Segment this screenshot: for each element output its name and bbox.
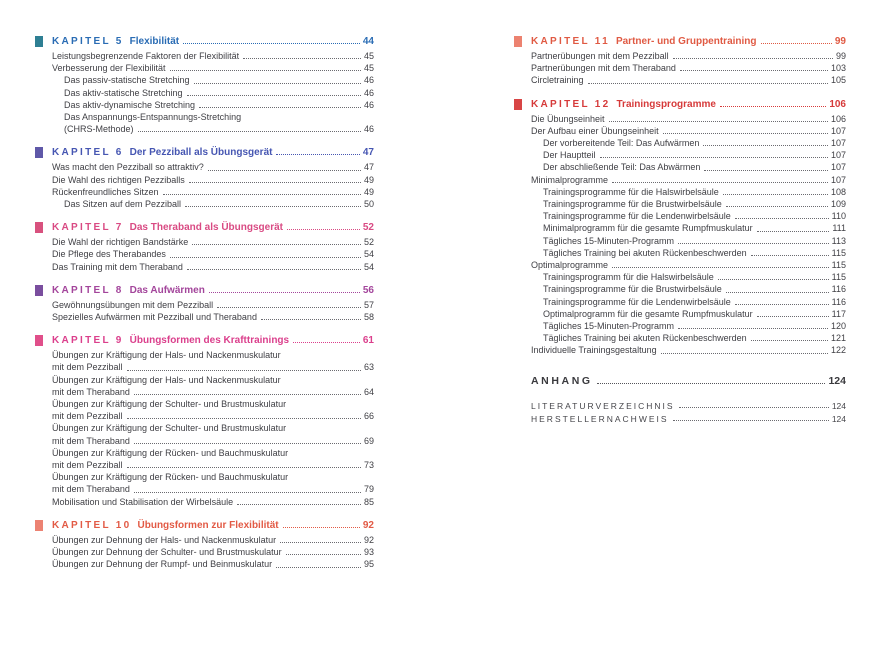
- toc-entry: [514, 186, 846, 198]
- toc-page-number: 47: [363, 162, 374, 173]
- toc-entry-text: Rückenfreundliches Sitzen: [52, 186, 159, 197]
- toc-entry-text: Trainingsprogramme für die Lendenwirbelsäule: [543, 211, 731, 222]
- backmatter-row: [514, 401, 846, 411]
- chapter-title: Das Aufwärmen: [129, 284, 205, 296]
- dot-leader: [276, 154, 359, 155]
- dot-leader: [192, 244, 361, 245]
- chapter-title: Das Theraband als Übungsgerät: [129, 222, 284, 234]
- toc-entry: [514, 320, 846, 332]
- dot-leader: [735, 218, 829, 219]
- chapter-page-number: 106: [829, 98, 846, 110]
- toc-entry: [35, 186, 374, 198]
- toc-page-number: 105: [830, 75, 846, 86]
- chapter-marker-icon: [35, 285, 43, 296]
- toc-entry: [514, 198, 846, 210]
- dot-leader: [679, 407, 829, 408]
- dot-leader: [293, 342, 360, 343]
- toc-entry: [35, 50, 374, 62]
- toc-page-number: 66: [363, 411, 374, 422]
- dot-leader: [183, 43, 360, 44]
- toc-entry: [35, 261, 374, 273]
- backmatter-row: [514, 414, 846, 424]
- toc-entry: [35, 174, 374, 186]
- toc-entry-text: Das aktiv-statische Stretching: [64, 87, 183, 98]
- toc-page-number: 52: [363, 237, 374, 248]
- dot-leader: [280, 542, 361, 543]
- toc-page-number: 49: [363, 174, 374, 185]
- chapter-header: [514, 36, 846, 47]
- chapter-title: Trainingsprogramme: [616, 98, 716, 110]
- toc-entry: [35, 198, 374, 210]
- toc-entry-text: Circletraining: [531, 75, 584, 86]
- chapter-header: [35, 335, 374, 346]
- toc-entry: [35, 471, 374, 483]
- toc-entry: [514, 235, 846, 247]
- toc-entry-text: mit dem Pezziball: [52, 460, 123, 471]
- toc-entry-text: Trainingsprogramme für die Halswirbelsäule: [543, 186, 719, 197]
- toc-entry: [514, 308, 846, 320]
- toc-page-number: 108: [830, 186, 846, 197]
- toc-page-number: 107: [830, 125, 846, 136]
- toc-entry-text: Was macht den Pezziball so attraktiv?: [52, 162, 204, 173]
- dot-leader: [287, 229, 360, 230]
- toc-entry-text: Das Sitzen auf dem Pezziball: [64, 199, 182, 210]
- chapter-title: Der Pezziball als Übungsgerät: [129, 147, 273, 159]
- toc-entry: [35, 236, 374, 248]
- dot-leader: [609, 121, 828, 122]
- toc-entry: [35, 361, 374, 373]
- chapter-label: KAPITEL 7: [52, 222, 124, 234]
- chapter-label: KAPITEL 10: [52, 519, 132, 531]
- toc-page-number: 110: [831, 211, 846, 222]
- toc-page-number: 93: [363, 547, 374, 558]
- dot-leader: [718, 279, 829, 280]
- chapter-label: KAPITEL 12: [531, 98, 611, 110]
- chapter-title: Flexibilität: [129, 36, 180, 47]
- toc-entry-text: Individuelle Trainingsgestaltung: [531, 345, 657, 356]
- chapter-marker-icon: [35, 520, 43, 531]
- toc-entry-text: Trainingsprogramme für die Lendenwirbelsäule: [543, 296, 731, 307]
- toc-column-left: [35, 36, 374, 583]
- dot-leader: [720, 106, 826, 107]
- dot-leader: [761, 43, 832, 44]
- dot-leader: [673, 58, 833, 59]
- toc-entry-text: Übungen zur Kräftigung der Rücken- und Bauchmuskulatur: [52, 472, 289, 483]
- toc-entry: [35, 62, 374, 74]
- toc-entry: [35, 410, 374, 422]
- chapter-label: KAPITEL 8: [52, 284, 124, 296]
- toc-page-number: 46: [363, 87, 374, 98]
- dot-leader: [680, 70, 828, 71]
- toc-page-number: 85: [363, 496, 374, 507]
- dot-leader: [735, 304, 829, 305]
- chapter-header: [35, 285, 374, 296]
- dot-leader: [209, 292, 360, 293]
- section-label: LITERATURVERZEICHNIS: [531, 400, 675, 411]
- toc-entry: [514, 247, 846, 259]
- toc-page-number: 99: [835, 51, 846, 61]
- toc-entry-text: Übungen zur Kräftigung der Hals- und Nackenmuskulatur: [52, 350, 281, 361]
- toc-entry-text: Trainingsprogramme für die Brustwirbelsäule: [543, 199, 722, 210]
- dot-leader: [170, 70, 361, 71]
- chapter-marker-icon: [514, 99, 522, 110]
- toc-entry-text: mit dem Theraband: [52, 484, 130, 495]
- toc-entry: [35, 349, 374, 361]
- toc-page-number: 54: [363, 261, 374, 272]
- toc-entry: [35, 447, 374, 459]
- toc-entry: [35, 111, 374, 123]
- toc-entry-text: Tägliches 15-Minuten-Programm: [543, 235, 675, 246]
- dot-leader: [286, 554, 361, 555]
- toc-page-number: 58: [363, 312, 374, 323]
- anhang-heading-row: [514, 375, 846, 387]
- dot-leader: [757, 231, 830, 232]
- toc-entry-text: Die Übungseinheit: [531, 113, 605, 124]
- dot-leader: [127, 467, 361, 468]
- dot-leader: [243, 58, 361, 59]
- toc-page-number: 95: [363, 559, 374, 570]
- dot-leader: [751, 340, 828, 341]
- dot-leader: [283, 527, 360, 528]
- toc-entry: [514, 74, 846, 86]
- toc-page-number: 115: [831, 247, 846, 258]
- toc-entry: [514, 174, 846, 186]
- toc-page-number: 117: [831, 308, 846, 319]
- toc-page-number: 107: [830, 138, 846, 149]
- chapter-page-number: 99: [834, 36, 846, 47]
- toc-page-number: 79: [363, 484, 374, 495]
- toc-entry: [514, 296, 846, 308]
- toc-entry: [35, 496, 374, 508]
- dot-leader: [127, 418, 361, 419]
- dot-leader: [170, 257, 361, 258]
- chapter-section: [514, 99, 846, 357]
- toc-entry: [514, 210, 846, 222]
- dot-leader: [723, 194, 828, 195]
- toc-entry: [35, 311, 374, 323]
- toc-entry-text: mit dem Theraband: [52, 386, 130, 397]
- dot-leader: [661, 353, 828, 354]
- toc-entry-text: Leistungsbegrenzende Faktoren der Flexibilität: [52, 51, 240, 61]
- chapter-page-number: 56: [362, 284, 374, 296]
- toc-entry: [35, 534, 374, 546]
- toc-entry: [35, 459, 374, 471]
- toc-entry: [514, 161, 846, 173]
- toc-entry: [514, 283, 846, 295]
- toc-entry-text: Das Training mit dem Theraband: [52, 261, 183, 272]
- dot-leader: [208, 170, 361, 171]
- toc-page-number: 121: [830, 333, 846, 344]
- dot-leader: [704, 170, 828, 171]
- toc-entry: [35, 398, 374, 410]
- toc-entry-text: Übungen zur Kräftigung der Schulter- und Brustmuskulatur: [52, 423, 287, 434]
- toc-page-number: 45: [363, 63, 374, 74]
- toc-entry-text: Der Aufbau einer Übungseinheit: [531, 125, 659, 136]
- toc-entry-text: Übungen zur Dehnung der Rumpf- und Beinmuskulatur: [52, 559, 273, 570]
- section-page-number: 124: [828, 374, 846, 387]
- toc-entry-text: Übungen zur Kräftigung der Rücken- und Bauchmuskulatur: [52, 447, 289, 458]
- toc-entry-text: mit dem Pezziball: [52, 362, 123, 373]
- dot-leader: [726, 206, 828, 207]
- toc-page-number: 63: [363, 362, 374, 373]
- dot-leader: [237, 504, 361, 505]
- dot-leader: [276, 567, 361, 568]
- toc-entry: [35, 74, 374, 86]
- toc-entry-text: mit dem Theraband: [52, 435, 130, 446]
- toc-page-number: 49: [363, 186, 374, 197]
- toc-entry: [514, 222, 846, 234]
- toc-entry-text: (CHRS-Methode): [64, 124, 134, 135]
- chapter-header: [35, 36, 374, 47]
- chapter-section: [35, 147, 374, 210]
- toc-page-number: 69: [363, 435, 374, 446]
- toc-page-number: 111: [832, 223, 846, 234]
- toc-page-number: 46: [363, 124, 374, 135]
- chapter-section: [514, 36, 846, 87]
- chapter-title: Übungsformen zur Flexibilität: [137, 519, 279, 531]
- toc-entry: [35, 99, 374, 111]
- toc-entry: [514, 125, 846, 137]
- chapter-marker-icon: [35, 147, 43, 158]
- dot-leader: [194, 83, 361, 84]
- toc-page-number: 46: [363, 99, 374, 110]
- toc-page-number: 120: [830, 321, 846, 332]
- chapter-page-number: 47: [362, 147, 374, 159]
- toc-page-number: 107: [830, 150, 846, 161]
- toc-entry-text: Spezielles Aufwärmen mit Pezziball und Theraband: [52, 312, 257, 323]
- toc-entry: [35, 374, 374, 386]
- toc-page-number: 54: [363, 249, 374, 260]
- dot-leader: [612, 182, 828, 183]
- toc-entry: [35, 435, 374, 447]
- dot-leader: [199, 107, 361, 108]
- toc-entry: [35, 123, 374, 135]
- chapter-page-number: 52: [362, 222, 374, 234]
- dot-leader: [189, 182, 361, 183]
- section-label: ANHANG: [531, 374, 593, 387]
- toc-entry-text: Mobilisation und Stabilisation der Wirbelsäule: [52, 496, 234, 507]
- toc-entry: [35, 422, 374, 434]
- toc-page-number: 57: [363, 299, 374, 310]
- toc-entry-text: Das aktiv-dynamische Stretching: [64, 99, 196, 110]
- section-page-number: 124: [831, 413, 846, 424]
- toc-page-number: 115: [831, 260, 846, 271]
- chapter-section: [35, 222, 374, 273]
- toc-page-number: 113: [831, 235, 846, 246]
- toc-entry: [35, 87, 374, 99]
- chapter-section: [35, 335, 374, 508]
- chapter-marker-icon: [514, 36, 522, 47]
- chapter-page-number: 92: [362, 519, 374, 531]
- toc-entry-text: Übungen zur Kräftigung der Hals- und Nackenmuskulatur: [52, 374, 281, 385]
- chapter-label: KAPITEL 9: [52, 335, 124, 347]
- dot-leader: [757, 316, 829, 317]
- dot-leader: [217, 307, 361, 308]
- toc-entry-text: Übungen zur Dehnung der Hals- und Nackenmuskulatur: [52, 534, 277, 545]
- toc-entry-text: Tägliches Training bei akuten Rückenbeschwerden: [543, 333, 747, 344]
- toc-entry-text: Die Wahl der richtigen Bandstärke: [52, 237, 189, 248]
- toc-page-number: 115: [831, 272, 846, 283]
- toc-page-number: 116: [831, 284, 846, 295]
- toc-entry: [514, 344, 846, 356]
- dot-leader: [588, 83, 828, 84]
- toc-entry-text: Verbesserung der Flexibilität: [52, 63, 166, 74]
- toc-entry-text: Partnerübungen mit dem Pezziball: [531, 51, 669, 61]
- toc-page-number: 46: [363, 75, 374, 86]
- toc-entry-text: Übungen zur Kräftigung der Schulter- und Brustmuskulatur: [52, 399, 287, 410]
- dot-leader: [751, 255, 829, 256]
- toc-page-number: 109: [830, 199, 846, 210]
- toc-entry: [514, 113, 846, 125]
- dot-leader: [134, 443, 361, 444]
- toc-entry: [35, 386, 374, 398]
- dot-leader: [663, 133, 828, 134]
- dot-leader: [138, 131, 361, 132]
- dot-leader: [678, 243, 829, 244]
- toc-page-number: 45: [363, 51, 374, 61]
- toc-entry: [514, 62, 846, 74]
- chapter-title: Partner- und Gruppentraining: [615, 36, 757, 47]
- toc-entry: [514, 259, 846, 271]
- toc-page-number: 64: [363, 386, 374, 397]
- toc-entry-text: Tägliches Training bei akuten Rückenbeschwerden: [543, 247, 747, 258]
- dot-leader: [163, 194, 361, 195]
- dot-leader: [597, 383, 826, 384]
- toc-entry-text: Der vorbereitende Teil: Das Aufwärmen: [543, 138, 700, 149]
- toc-entry-text: Das passiv-statische Stretching: [64, 75, 190, 86]
- toc-page-number: 122: [830, 345, 846, 356]
- dot-leader: [703, 145, 828, 146]
- toc-entry: [35, 546, 374, 558]
- toc-page-number: 92: [363, 534, 374, 545]
- toc-entry-text: Übungen zur Dehnung der Schulter- und Brustmuskulatur: [52, 547, 282, 558]
- toc-entry-text: Das Anspannungs-Entspannungs-Stretching: [64, 112, 242, 123]
- chapter-section: [35, 520, 374, 571]
- dot-leader: [187, 95, 361, 96]
- chapter-label: KAPITEL 11: [531, 36, 610, 47]
- toc-entry-text: Tägliches 15-Minuten-Programm: [543, 321, 675, 332]
- toc-entry-text: Der Hauptteil: [543, 150, 596, 161]
- chapter-marker-icon: [35, 335, 43, 346]
- toc-entry-text: Minimalprogramm für die gesamte Rumpfmuskulatur: [543, 223, 753, 234]
- toc-entry: [514, 332, 846, 344]
- section-page-number: 124: [831, 400, 846, 411]
- toc-page-number: 107: [830, 174, 846, 185]
- chapter-page-number: 61: [362, 335, 374, 347]
- toc-entry-text: Die Pflege des Therabandes: [52, 249, 166, 260]
- toc-page-number: 50: [363, 199, 374, 210]
- toc-entry-text: Optimalprogramm für die gesamte Rumpfmuskulatur: [543, 308, 753, 319]
- chapter-header: [35, 222, 374, 233]
- toc-entry: [35, 161, 374, 173]
- toc-page-number: 107: [830, 162, 846, 173]
- toc-entry: [35, 558, 374, 570]
- chapter-label: KAPITEL 5: [52, 36, 124, 47]
- toc-column-right: [514, 36, 846, 424]
- chapter-marker-icon: [35, 222, 43, 233]
- chapter-section: [35, 36, 374, 135]
- chapter-header: [35, 520, 374, 531]
- chapter-header: [35, 147, 374, 158]
- chapter-section: [35, 285, 374, 323]
- dot-leader: [134, 394, 361, 395]
- toc-entry: [35, 248, 374, 260]
- dot-leader: [134, 492, 361, 493]
- toc-entry: [514, 50, 846, 62]
- toc-entry-text: mit dem Pezziball: [52, 411, 123, 422]
- dot-leader: [726, 292, 829, 293]
- chapter-label: KAPITEL 6: [52, 147, 124, 159]
- toc-page-number: 103: [830, 63, 846, 74]
- dot-leader: [127, 370, 361, 371]
- dot-leader: [673, 420, 829, 421]
- toc-page-number: 106: [830, 113, 846, 124]
- chapter-title: Übungsformen des Krafttrainings: [129, 335, 290, 347]
- toc-page-number: 116: [831, 296, 846, 307]
- toc-entry-text: Der abschließende Teil: Das Abwärmen: [543, 162, 701, 173]
- toc-entry-text: Trainingsprogramm für die Halswirbelsäule: [543, 272, 714, 283]
- toc-entry: [514, 149, 846, 161]
- toc-entry-text: Die Wahl des richtigen Pezziballs: [52, 174, 185, 185]
- section-label: HERSTELLERNACHWEIS: [531, 413, 669, 424]
- toc-entry: [35, 483, 374, 495]
- toc-entry-text: Optimalprogramme: [531, 260, 609, 271]
- toc-page-number: 73: [363, 460, 374, 471]
- chapter-marker-icon: [35, 36, 43, 47]
- chapter-page-number: 44: [362, 36, 374, 47]
- toc-entry: [514, 137, 846, 149]
- toc-entry: [35, 299, 374, 311]
- dot-leader: [185, 206, 361, 207]
- dot-leader: [600, 157, 828, 158]
- toc-entry-text: Partnerübungen mit dem Theraband: [531, 63, 676, 74]
- toc-entry-text: Minimalprogramme: [531, 174, 609, 185]
- toc-entry-text: Trainingsprogramme für die Brustwirbelsäule: [543, 284, 722, 295]
- dot-leader: [612, 267, 829, 268]
- toc-entry-text: Gewöhnungsübungen mit dem Pezziball: [52, 299, 214, 310]
- dot-leader: [261, 319, 361, 320]
- chapter-header: [514, 99, 846, 110]
- toc-entry: [514, 271, 846, 283]
- dot-leader: [187, 269, 361, 270]
- dot-leader: [678, 328, 828, 329]
